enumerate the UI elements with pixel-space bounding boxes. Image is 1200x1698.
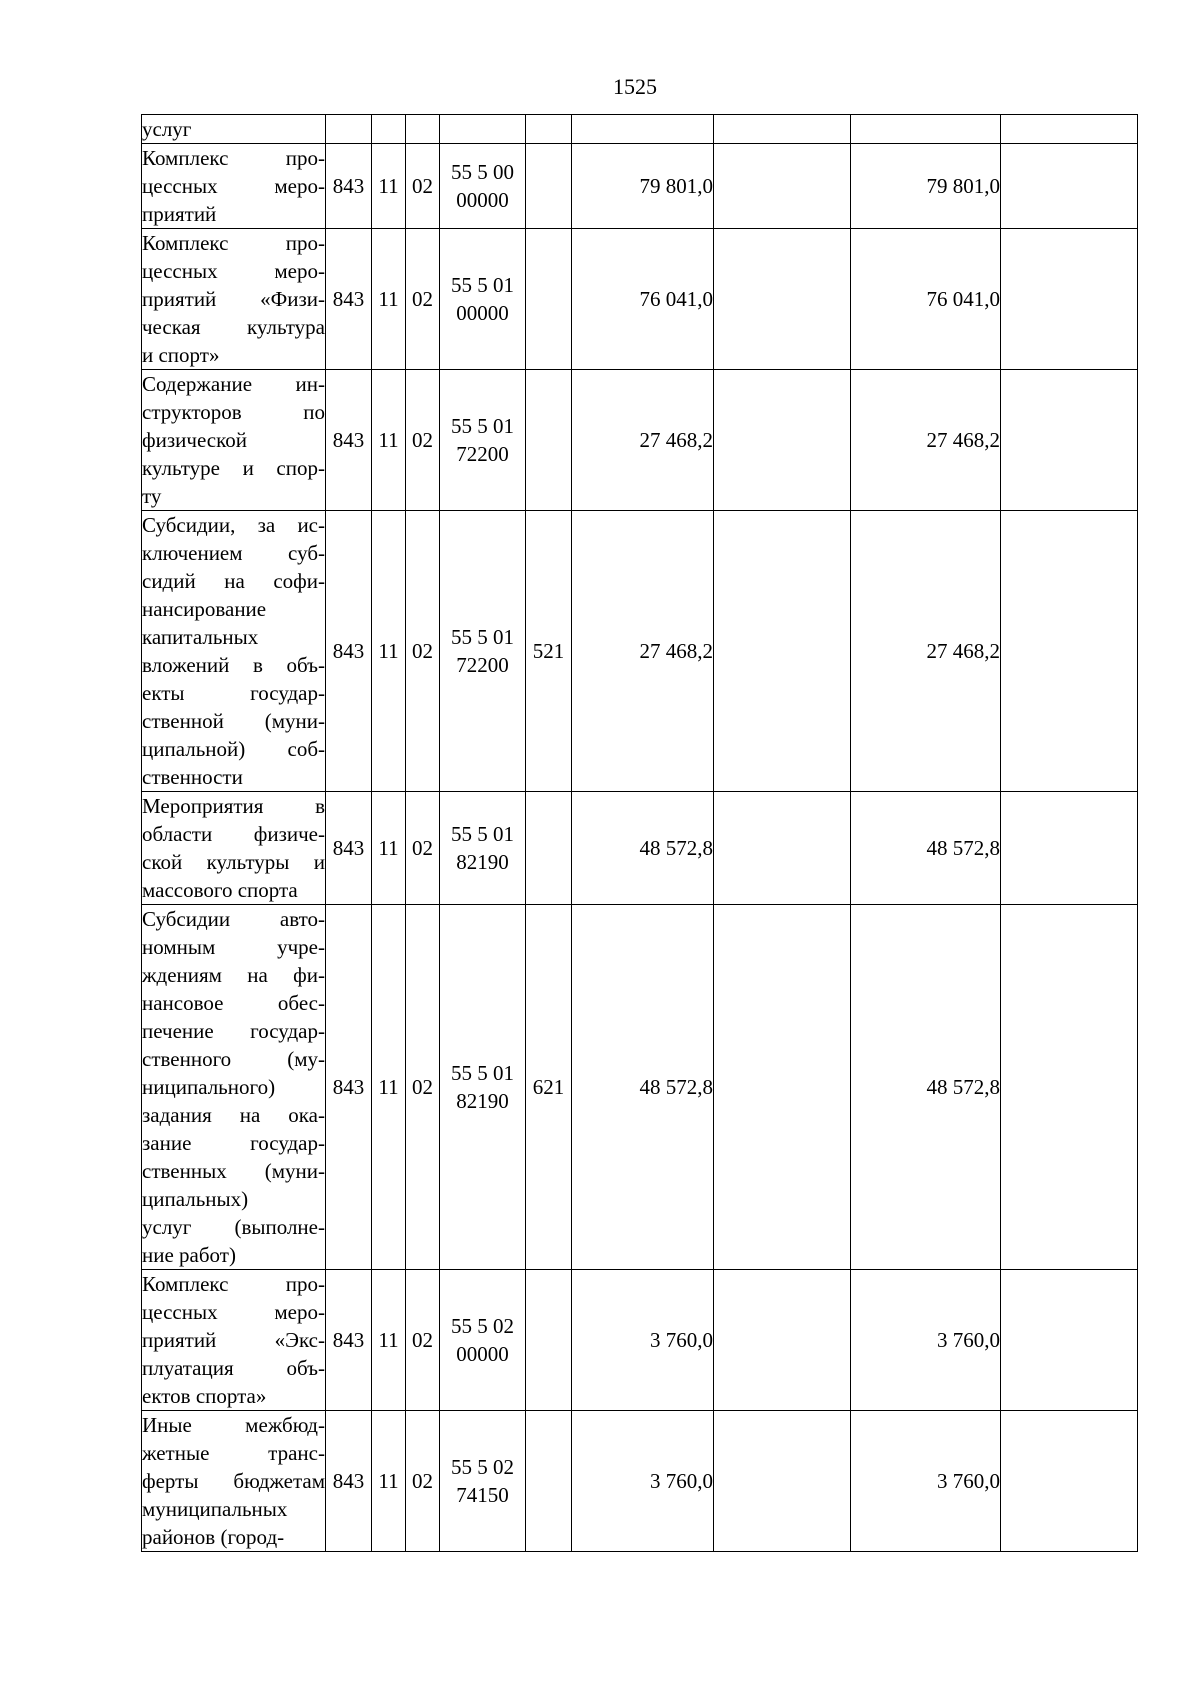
amount-cell: 27 468,2 xyxy=(572,370,714,511)
name-line: цессных меро- xyxy=(142,174,325,198)
target-code-part: 55 5 01 xyxy=(451,625,514,649)
admin-code: 843 xyxy=(326,905,372,1270)
amount-cell: 76 041,0 xyxy=(572,229,714,370)
target-code-part: 55 5 01 xyxy=(451,822,514,846)
expense-type-code: 621 xyxy=(526,905,572,1270)
target-code-part: 00000 xyxy=(456,188,509,212)
target-code xyxy=(440,905,526,1270)
target-code-part: 82190 xyxy=(456,1089,509,1113)
amount-cell: 3 760,0 xyxy=(572,1270,714,1411)
section-code: 11 xyxy=(372,1411,406,1552)
name-line: приятий «Экс- xyxy=(142,1328,325,1352)
amount-cell: 76 041,0 xyxy=(851,229,1001,370)
page-number: 1525 xyxy=(613,74,657,99)
section-code: 11 xyxy=(372,905,406,1270)
target-code xyxy=(440,511,526,792)
amount-cell xyxy=(1001,905,1138,1270)
target-code xyxy=(440,792,526,905)
name-line: услуг (выполне- xyxy=(142,1215,325,1239)
target-code xyxy=(440,1411,526,1552)
name-line: номным учре- xyxy=(142,935,325,959)
expense-type-code xyxy=(526,792,572,905)
amount-cell: 79 801,0 xyxy=(851,144,1001,229)
name-line: ской культуры и xyxy=(142,850,325,874)
row-name xyxy=(142,370,326,511)
expense-type-code xyxy=(526,1270,572,1411)
amount-cell xyxy=(572,115,714,144)
name-line: ственного (му- xyxy=(142,1047,325,1071)
amount-cell: 27 468,2 xyxy=(851,370,1001,511)
section-code: 11 xyxy=(372,370,406,511)
amount-cell: 48 572,8 xyxy=(572,905,714,1270)
name-line: структоров по xyxy=(142,400,325,424)
row-name xyxy=(142,144,326,229)
name-line: ферты бюджетам xyxy=(142,1469,325,1493)
row-name xyxy=(142,511,326,792)
target-code-part: 55 5 02 xyxy=(451,1455,514,1479)
name-line: культуре и спор- xyxy=(142,456,325,480)
name-line: услуг xyxy=(142,117,192,141)
expense-type-code xyxy=(526,229,572,370)
subsection-code xyxy=(406,115,440,144)
section-code: 11 xyxy=(372,511,406,792)
name-line: зание государ- xyxy=(142,1131,325,1155)
subsection-code: 02 xyxy=(406,144,440,229)
name-line: ческая культура xyxy=(142,315,325,339)
table-row xyxy=(142,1411,1138,1552)
name-line: жетные транс- xyxy=(142,1441,325,1465)
name-line: плуатация объ- xyxy=(142,1356,325,1380)
target-code xyxy=(440,1270,526,1411)
name-line: области физиче- xyxy=(142,822,325,846)
name-line: приятий «Физи- xyxy=(142,287,325,311)
table-row xyxy=(142,511,1138,792)
name-line: массового спорта xyxy=(142,878,298,902)
admin-code: 843 xyxy=(326,229,372,370)
subsection-code: 02 xyxy=(406,905,440,1270)
section-code: 11 xyxy=(372,1270,406,1411)
name-line: вложений в объ- xyxy=(142,653,325,677)
budget-table xyxy=(141,114,1138,1552)
expense-type-code: 521 xyxy=(526,511,572,792)
expense-type-code xyxy=(526,115,572,144)
target-code xyxy=(440,144,526,229)
admin-code: 843 xyxy=(326,144,372,229)
amount-cell xyxy=(851,115,1001,144)
amount-cell: 27 468,2 xyxy=(851,511,1001,792)
admin-code: 843 xyxy=(326,370,372,511)
amount-cell xyxy=(1001,792,1138,905)
target-code xyxy=(440,229,526,370)
row-name xyxy=(142,792,326,905)
name-line: печение государ- xyxy=(142,1019,325,1043)
amount-cell xyxy=(714,229,851,370)
row-name xyxy=(142,1411,326,1552)
table-row xyxy=(142,370,1138,511)
target-code-part: 55 5 01 xyxy=(451,1061,514,1085)
amount-cell xyxy=(1001,1270,1138,1411)
name-line: приятий xyxy=(142,202,217,226)
amount-cell xyxy=(1001,115,1138,144)
name-line: капитальных xyxy=(142,625,259,649)
subsection-code: 02 xyxy=(406,792,440,905)
name-line: ственных (муни- xyxy=(142,1159,325,1183)
expense-type-code xyxy=(526,1411,572,1552)
expense-type-code xyxy=(526,144,572,229)
amount-cell xyxy=(714,370,851,511)
name-line: Комплекс про- xyxy=(142,231,325,255)
target-code-part: 55 5 00 xyxy=(451,160,514,184)
target-code-part: 55 5 01 xyxy=(451,273,514,297)
amount-cell xyxy=(1001,370,1138,511)
row-name xyxy=(142,905,326,1270)
name-line: Субсидии авто- xyxy=(142,907,325,931)
target-code-part: 72200 xyxy=(456,442,509,466)
amount-cell: 79 801,0 xyxy=(572,144,714,229)
name-line: районов (город- xyxy=(142,1525,285,1549)
expense-type-code xyxy=(526,370,572,511)
name-line: екты государ- xyxy=(142,681,325,705)
target-code-part: 72200 xyxy=(456,653,509,677)
amount-cell: 3 760,0 xyxy=(572,1411,714,1552)
name-line: Содержание ин- xyxy=(142,372,325,396)
name-line: задания на ока- xyxy=(142,1103,325,1127)
name-line: ципальных) xyxy=(142,1187,249,1211)
name-line: Иные межбюд- xyxy=(142,1413,325,1437)
subsection-code: 02 xyxy=(406,1411,440,1552)
section-code xyxy=(372,115,406,144)
table-row xyxy=(142,792,1138,905)
name-line: Субсидии, за ис- xyxy=(142,513,325,537)
name-line: ниципального) xyxy=(142,1075,276,1099)
amount-cell xyxy=(714,1270,851,1411)
table-row xyxy=(142,144,1138,229)
section-code: 11 xyxy=(372,229,406,370)
table-row xyxy=(142,115,1138,144)
name-line: цессных меро- xyxy=(142,1300,325,1324)
name-line: физической xyxy=(142,428,247,452)
amount-cell xyxy=(1001,511,1138,792)
name-line: ту xyxy=(142,484,162,508)
name-line: ключением суб- xyxy=(142,541,325,565)
target-code-part: 00000 xyxy=(456,301,509,325)
amount-cell xyxy=(714,792,851,905)
name-line: ждениям на фи- xyxy=(142,963,325,987)
admin-code: 843 xyxy=(326,792,372,905)
admin-code: 843 xyxy=(326,511,372,792)
target-code-part: 82190 xyxy=(456,850,509,874)
target-code-part: 55 5 02 xyxy=(451,1314,514,1338)
table-row xyxy=(142,229,1138,370)
name-line: муниципальных xyxy=(142,1497,288,1521)
row-name xyxy=(142,229,326,370)
amount-cell: 27 468,2 xyxy=(572,511,714,792)
name-line: ственной (муни- xyxy=(142,709,325,733)
subsection-code: 02 xyxy=(406,370,440,511)
amount-cell xyxy=(1001,1411,1138,1552)
target-code xyxy=(440,115,526,144)
name-line: ципальной) соб- xyxy=(142,737,325,761)
target-code-part: 55 5 01 xyxy=(451,414,514,438)
row-name xyxy=(142,115,326,144)
name-line: нансовое обес- xyxy=(142,991,325,1015)
amount-cell: 3 760,0 xyxy=(851,1270,1001,1411)
amount-cell xyxy=(1001,229,1138,370)
amount-cell: 3 760,0 xyxy=(851,1411,1001,1552)
amount-cell xyxy=(714,1411,851,1552)
admin-code: 843 xyxy=(326,1270,372,1411)
table-row xyxy=(142,905,1138,1270)
subsection-code: 02 xyxy=(406,1270,440,1411)
row-name xyxy=(142,1270,326,1411)
subsection-code: 02 xyxy=(406,511,440,792)
target-code-part: 74150 xyxy=(456,1483,509,1507)
table-row xyxy=(142,1270,1138,1411)
name-line: Комплекс про- xyxy=(142,146,325,170)
amount-cell: 48 572,8 xyxy=(851,792,1001,905)
table-body xyxy=(142,115,1138,1552)
subsection-code: 02 xyxy=(406,229,440,370)
name-line: Комплекс про- xyxy=(142,1272,325,1296)
target-code-part: 00000 xyxy=(456,1342,509,1366)
section-code: 11 xyxy=(372,144,406,229)
amount-cell xyxy=(1001,144,1138,229)
amount-cell xyxy=(714,115,851,144)
name-line: ние работ) xyxy=(142,1243,236,1267)
admin-code xyxy=(326,115,372,144)
name-line: и спорт» xyxy=(142,343,220,367)
admin-code: 843 xyxy=(326,1411,372,1552)
name-line: ектов спорта» xyxy=(142,1384,267,1408)
name-line: сидий на софи- xyxy=(142,569,325,593)
amount-cell xyxy=(714,905,851,1270)
amount-cell: 48 572,8 xyxy=(851,905,1001,1270)
amount-cell xyxy=(714,511,851,792)
name-line: цессных меро- xyxy=(142,259,325,283)
name-line: ственности xyxy=(142,765,243,789)
name-line: Мероприятия в xyxy=(142,794,325,818)
target-code xyxy=(440,370,526,511)
amount-cell: 48 572,8 xyxy=(572,792,714,905)
name-line: нансирование xyxy=(142,597,267,621)
section-code: 11 xyxy=(372,792,406,905)
amount-cell xyxy=(714,144,851,229)
